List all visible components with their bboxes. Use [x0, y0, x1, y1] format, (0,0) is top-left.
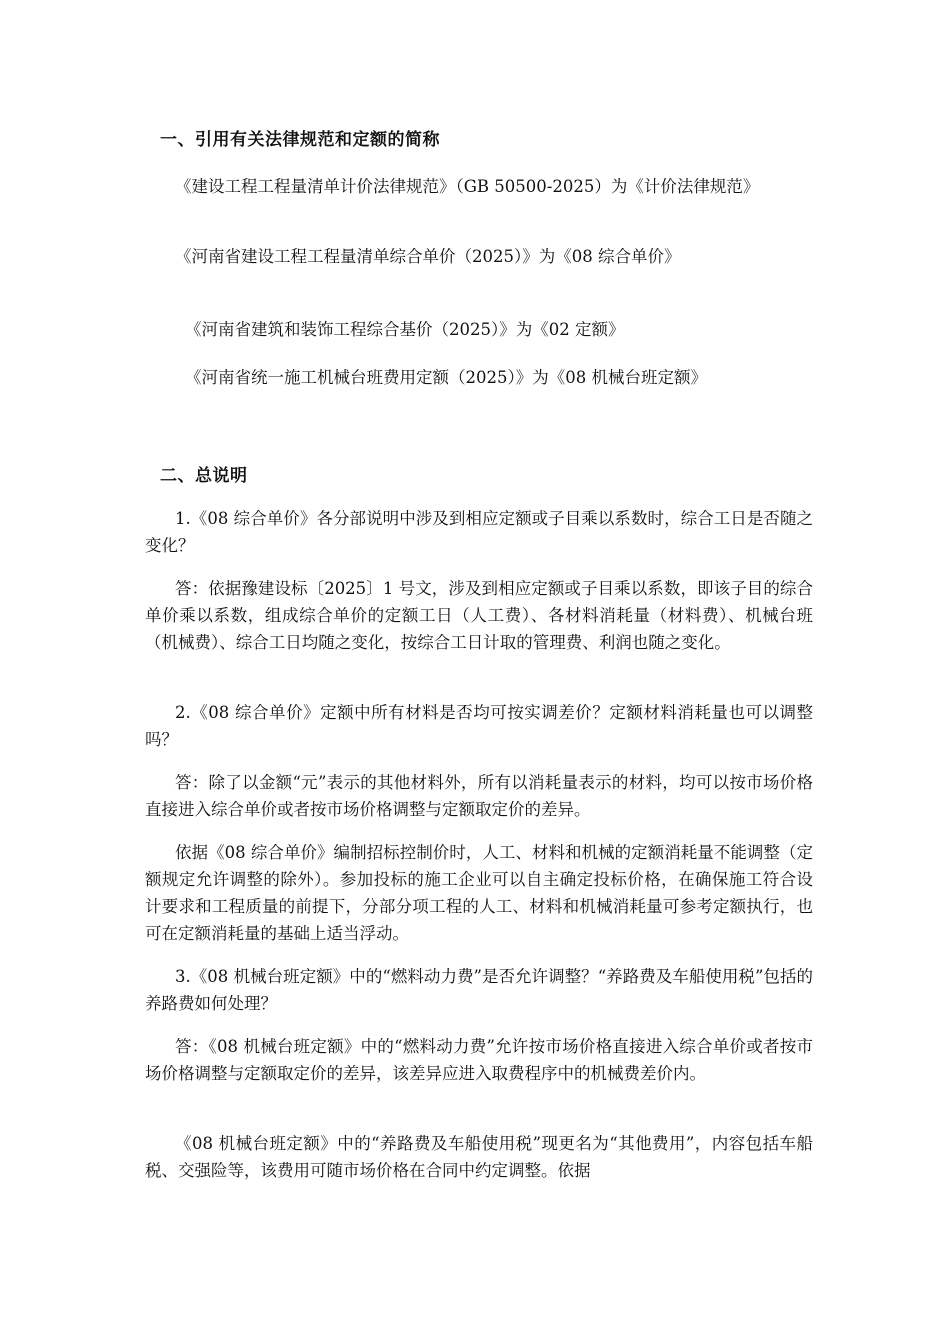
body-paragraph: 《08 机械台班定额》中的“养路费及车船使用税”现更名为“其他费用”，内容包括车船税、交强险等，该费用可随市场价格在合同中约定调整。依据: [145, 1134, 813, 1180]
section-heading-abbreviations: 一、引用有关法律规范和定额的简称: [160, 130, 440, 150]
reference-item: 《建设工程工程量清单计价法律规范》（GB 50500-2025）为《计价法律规范》: [175, 177, 760, 196]
reference-item: 《河南省建设工程工程量清单综合单价（2025）》为《08 综合单价》: [175, 247, 681, 266]
reference-item: 《河南省统一施工机械台班费用定额（2025）》为《08 机械台班定额》: [185, 368, 707, 387]
answer-paragraph: 答：依据豫建设标〔2025〕1 号文，涉及到相应定额或子目乘以系数，即该子目的综合单价乘以系数，组成综合单价的定额工日（人工费）、各材料消耗量（材料费）、机械台班（机械费）、综合工日均随之变化，按综合工日计取的管理费、利润也随之变化。: [145, 579, 813, 652]
reference-item: 《河南省建筑和装饰工程综合基价（2025）》为《02 定额》: [185, 320, 625, 339]
answer-paragraph: 答：除了以金额“元”表示的其他材料外，所有以消耗量表示的材料，均可以按市场价格直接进入综合单价或者按市场价格调整与定额取定价的差异。: [145, 773, 813, 819]
body-paragraph: 依据《08 综合单价》编制招标控制价时，人工、材料和机械的定额消耗量不能调整（定额规定允许调整的除外）。参加投标的施工企业可以自主确定投标价格，在确保施工符合设计要求和工程质量的前提下，分部分项工程的人工、材料和机械消耗量可参考定额执行，也可在定额消耗量的基础上适当浮动。: [145, 843, 813, 943]
section-heading-general: 二、总说明: [160, 466, 248, 486]
answer-paragraph: 答：《08 机械台班定额》中的“燃料动力费”允许按市场价格直接进入综合单价或者按市场价格调整与定额取定价的差异，该差异应进入取费程序中的机械费差价内。: [145, 1037, 813, 1083]
question-paragraph: 1.《08 综合单价》各分部说明中涉及到相应定额或子目乘以系数时，综合工日是否随之变化？: [145, 509, 813, 555]
question-paragraph: 2.《08 综合单价》定额中所有材料是否均可按实调差价？定额材料消耗量也可以调整吗？: [145, 703, 813, 749]
question-paragraph: 3.《08 机械台班定额》中的“燃料动力费”是否允许调整？“养路费及车船使用税”包括的养路费如何处理？: [145, 967, 813, 1013]
